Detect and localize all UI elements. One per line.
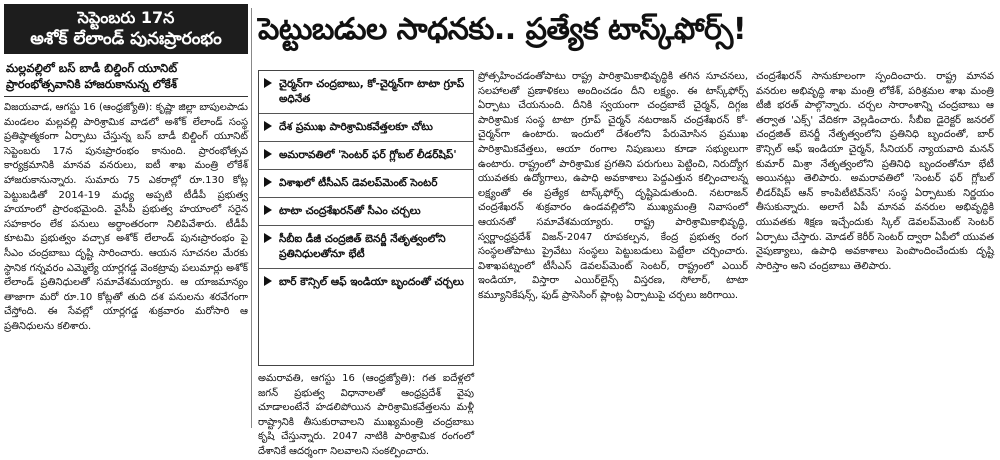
arrow-bullet-icon (264, 276, 272, 286)
main-story-text-1: అమరావతి, ఆగస్టు 16 (ఆంధ్రజ్యోతి): గత ఐదేళ్లలో జగన్ ప్రభుత్వ విధానాలతో ఆంధ్రప్రదేశ్ వైపు చూడాలంటేనే హడలిపోయిన పారిశ్రామికవేత్తలను మళ్లీ రాష్ట్రానికి తీసుకురావాలని ముఖ్యమంత్రి చంద్రబాబు కృషి చేస్తున్నారు. 2047 నాటికి పారిశ్రామిక రంగంలో దేశానికే ఆదర్శంగా నిలవాలని సంకల్పించారు. (258, 373, 474, 457)
main-headline: పెట్టుబడుల సాధనకు.. ప్రత్యేక టాస్క్‌ఫోర్స్! (258, 12, 747, 47)
highlight-text: విశాఖలో టీసీఎస్ డెవలప్‌మెంట్ సెంటర్ (279, 177, 438, 189)
highlight-text: దేశ ప్రముఖ పారిశ్రామికవేత్తలకూ చోటు (279, 121, 433, 133)
main-story-text-2: ప్రోత్సహించడంతోపాటు రాష్ట్ర పారిశ్రామికాభివృద్ధికి తగిన సూచనలు, సలహాలతో ప్రణాళికలు అందించడం దీని లక్ష్యం. ఈ టాస్క్‌ఫోర్స్ ఏర్పాటు చేయనుంది. దీనికి స్వయంగా చంద్రబాబే చైర్మన్, దిగ్గజ పారిశ్రామిక సంస్థ టాటా గ్రూప్ చైర్మన్ నటరాజన్ చంద్రశేఖరన్ కో-చైర్మన్‌గా ఉంటారు. ఇందులో దేశంలోని పేరుమోసిన ప్రముఖ పారిశ్రామికవేత్తలు, ఆయా రంగాల నిపుణులు కూడా సభ్యులుగా ఉంటారు. రాష్ట్రంలో పారిశ్రామిక ప్రగతిని పరుగులు పెట్టించి, నిరుద్యోగ యువతకు ఉద్యోగాలు, ఉపాధి అవకాశాలు పెద్దఎత్తున కల్పించాలన్న లక్ష్యంతో ఈ ప్రత్యేక టాస్క్‌ఫోర్స్ దృష్టిపెడుతుంది. నటరాజన్ చంద్రశేఖరన్ శుక్రవారం ఉండవల్లిలోని ముఖ్యమంత్రి నివాసంలో ఆయనతో సమావేశమయ్యారు. రాష్ట్ర పారిశ్రామికాభివృద్ధి, స్వర్ణాంధ్రప్రదేశ్ విజన్-2047 రూపకల్పన, కేంద్ర ప్రభుత్వ రంగ సంస్థలతోపాటు ప్రైవేటు సంస్థలు పెట్టుబడులు పెట్టేలా చర్చించారు. విశాఖపట్నంలో టీసీఎస్ డెవలప్‌మెంట్ సెంటర్, రాష్ట్రంలో ఎయిర్ ఇండియా, విస్తారా ఎయిర్‌లైన్స్ విస్తరణ, సోలార్, టాటా కమ్యూనికేషన్స్, ఫుడ్ ప్రాసెసింగ్ ప్లాంట్ల ఏర్పాటుపై చర్చలు జరిగాయి. (478, 71, 748, 301)
arrow-bullet-icon (264, 205, 272, 215)
main-story-column-1 (258, 372, 474, 460)
highlight-item (259, 226, 473, 269)
side-story-subhead: మల్లవల్లిలో బస్ బాడీ బిల్డింగ్ యూనిట్ ప్రారంభోత్సవానికి హాజరుకానున్న లోకేశ్ (4, 54, 248, 97)
arrow-bullet-icon (264, 233, 272, 243)
highlight-text: అమరావతిలో 'సెంటర్ ఫర్ గ్లోబల్ లీడర్‌షిప్' (279, 149, 457, 161)
main-story-text-3: చంద్రశేఖరన్ సానుకూలంగా స్పందించారు. రాష్ట్ర మానవ వనరుల అభివృద్ధి శాఖ మంత్రి లోకేశ్, పరిశ్రమల శాఖ మంత్రి టీజీ భరత్ పాల్గొన్నారు. చర్చల సారాంశాన్ని చంద్రబాబు ఆ తర్వాత 'ఎక్స్' వేదికగా వెల్లడించారు. సీబీఐ డైరెక్టర్ జనరల్ చంద్రజిత్ బెనర్జీ నేతృత్వంలోని ప్రతినిధి బృందంతో, బార్ కౌన్సిల్ ఆఫ్ ఇండియా చైర్మన్, సీనియర్ న్యాయవాది మనన్ కుమార్ మిశ్రా నేతృత్వంలోని ప్రతినిధి బృందంతోనూ భేటీ అయినట్లు తెలిపారు. అమరావతిలో 'సెంటర్ ఫర్ గ్లోబల్ లీడర్‌షిప్ ఆన్ కాంపిటీటివ్‌నెస్' సంస్థ ఏర్పాటుకు నిర్ణయం తీసుకున్నారు. అలాగే ఏపీ మానవ వనరుల అభివృద్ధికి యువతకు శిక్షణ ఇచ్చేందుకు స్కిల్ డెవలప్‌మెంట్ సెంటర్ ఏర్పాటు చేస్తారు. మోడల్ కెరీర్ సెంటర్ ద్వారా ఏపీలో యువత నైపుణ్యాలు, ఉపాధి అవకాశాలు పెంపొందించేందుకు దృష్టి సారిస్తాం అని చంద్రబాబు తెలిపారు. (756, 71, 994, 272)
side-story-headline-line1: సెప్టెంబరు 17న (77, 8, 175, 27)
highlight-item (259, 198, 473, 226)
column-divider (251, 8, 252, 428)
arrow-bullet-icon (264, 121, 272, 131)
arrow-bullet-icon (264, 78, 272, 88)
side-story-headline-line2: అశోక్ లేలాండ్ పునఃప్రారంభం (30, 29, 222, 49)
highlight-text: సీబీఐ డీజీ చంద్రజిత్ బెనర్జీ నేతృత్వంలోని ప్రతినిధులతోనూ భేటీ (279, 233, 446, 260)
highlight-text: చైర్మన్‌గా చంద్రబాబు, కో-చైర్మన్‌గా టాటా గ్రూప్ అధినేత (279, 78, 465, 105)
highlight-item (259, 170, 473, 198)
main-story-column-3 (756, 70, 994, 274)
highlight-item (259, 71, 473, 114)
highlight-item (259, 114, 473, 142)
side-story-headline (4, 4, 248, 54)
arrow-bullet-icon (264, 177, 272, 187)
arrow-bullet-icon (264, 149, 272, 159)
highlight-item (259, 142, 473, 170)
side-story-body: విజయవాడ, ఆగస్టు 16 (ఆంధ్రజ్యోతి): కృష్ణా జిల్లా బాపులపాడు మండలం మల్లవల్లి పారిశ్రామిక వాడలో అశోక్ లేలాండ్ సంస్థ ప్రతిష్ఠాత్మకంగా ఏర్పాటు చేస్తున్న బస్ బాడీ బిల్డింగ్ యూనిట్ సెప్టెంబరు 17న పునఃప్రారంభం కానుంది. ప్రారంభోత్సవ కార్యక్రమానికి మానవ వనరులు, ఐటీ శాఖ మంత్రి లోకేశ్ హాజరుకానున్నారు. సుమారు 75 ఎకరాల్లో రూ.130 కోట్ల పెట్టుబడితో 2014-19 మధ్య అప్పటి టీడీపీ ప్రభుత్వ హయాంలో ప్రారంభమైంది. వైసీపీ ప్రభుత్వ హయాంలో సరైన సహకారం లేక పనులు అర్ధాంతరంగా నిలిపివేశారు. టీడీపీ కూటమి ప్రభుత్వం వచ్చాక అశోక్ లేలాండ్ పునఃప్రారంభం పై సీఎం చంద్రబాబు దృష్టి సారించారు. ఆయన సూచనల మేరకు స్థానిక గన్నవరం ఎమ్మెల్యే యార్లగడ్డ వెంకట్రావు పలుమార్లు అశోక్ లేలాండ్ ప్రతినిధులతో సమావేశమయ్యారు. ఆ యాజమాన్యం తాజాగా మరో రూ.10 కోట్లతో తుది దశ పనులను శరవేగంగా చేస్తోంది. ఈ సేవల్లో యార్లగడ్డ శుక్రవారం మరోసారి ఆ ప్రతినిధులను కలిశారు. (4, 102, 248, 332)
highlights-box (258, 70, 474, 366)
highlight-text: టాటా చంద్రశేఖరన్‌తో సీఎం చర్చలు (279, 205, 421, 217)
highlight-item (259, 269, 473, 296)
highlight-text: బార్ కౌన్సిల్ ఆఫ్ ఇండియా బృందంతో చర్చలు (279, 276, 464, 288)
main-story-column-2 (478, 70, 748, 304)
side-story (4, 4, 248, 429)
